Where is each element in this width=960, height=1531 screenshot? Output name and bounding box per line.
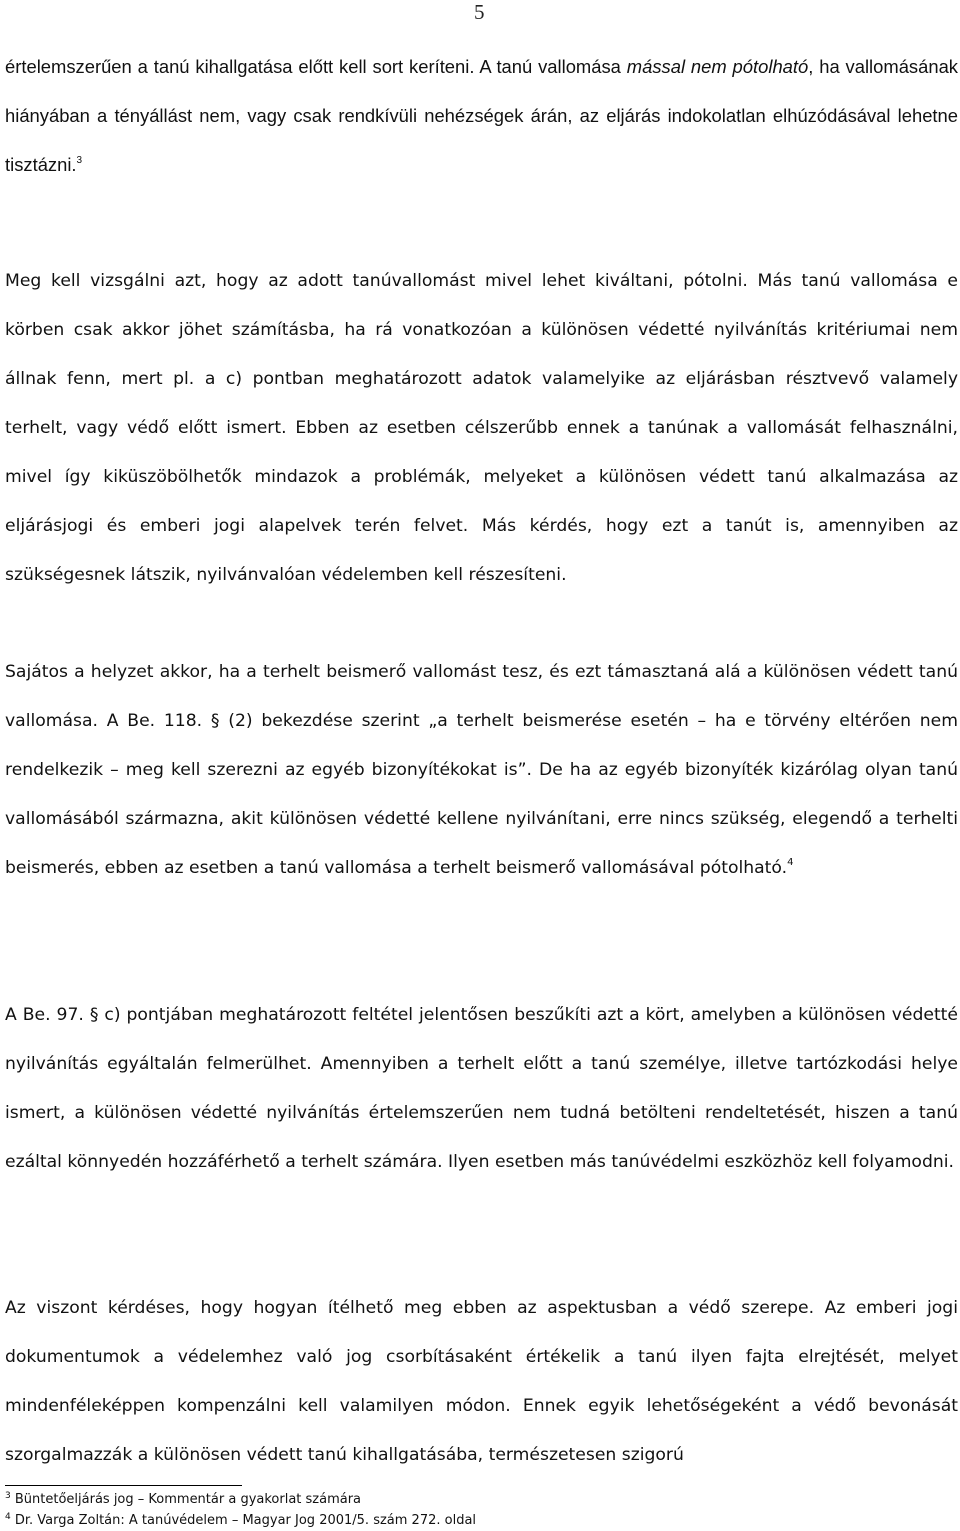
footnote-ref-3[interactable]: 3 xyxy=(76,155,83,166)
paragraph-1-text-a: értelemszerűen a tanú kihallgatása előtt kell sort keríteni. A tanú vallomása xyxy=(5,56,627,77)
paragraph-1 xyxy=(5,42,958,189)
footnote-number: 4 xyxy=(5,1512,11,1522)
emphasis-text: mással nem pótolható xyxy=(626,56,809,77)
footnote-4 xyxy=(5,1510,955,1531)
footnote-separator xyxy=(5,1485,242,1486)
paragraph-3 xyxy=(5,648,958,893)
paragraph-1-text-b: , ha vallomásának hiányában a tényállást nem, vagy csak rendkívüli nehézségek árán, az eljárás indokolatlan elhúzódásával lehetne tisztázni. xyxy=(5,56,958,175)
paragraph-2: Meg kell vizsgálni azt, hogy az adott tanúvallomást mivel lehet kiváltani, pótolni. Más tanú vallomása e körben csak akkor jöhet számításba, ha rá vonatkozóan a különösen védetté nyilvánítás kritériumai nem állnak fenn, mert pl. a c) pontban meghatározott adatok valamelyike az eljárásban résztvevő valamely terhelt, vagy védő előtt ismert. Ebben az esetben célszerűbb ennek a tanúnak a vallomását felhasználni, mivel így kiküszöbölhetők mindazok a problémák, melyeket a különösen védett tanú alkalmazása az eljárásjogi és emberi jogi alapelvek terén felvet. Más kérdés, hogy ezt a tanút is, amennyiben az szükségesnek látszik, nyilvánvalóan védelemben kell részesíteni. xyxy=(5,271,958,585)
footnote-ref-4[interactable]: 4 xyxy=(787,857,794,868)
footnote-text: Dr. Varga Zoltán: A tanúvédelem – Magyar Jog 2001/5. szám 272. oldal xyxy=(14,1513,477,1528)
paragraph-3-text: Sajátos a helyzet akkor, ha a terhelt beismerő vallomást tesz, és ezt támasztaná alá a különösen védett tanú vallomása. A Be. 118. § (2) bekezdése szerint „a terhelt beismerése esetén – ha e törvény eltérően nem rendelkezik – meg kell szerezni az egyéb bizonyítékokat is”. De ha az egyéb bizonyíték kizárólag olyan tanú vallomásából származna, akit különösen védetté kellene nyilvánítani, erre nincs szükség, elegendő a terhelti beismerés, ebben az esetben a tanú vallomása a terhelt beismerő vallomásával pótolható. xyxy=(5,662,958,878)
paragraph-5: Az viszont kérdéses, hogy hogyan ítélhető meg ebben az aspektusban a védő szerepe. Az emberi jogi dokumentumok a védelemhez való jog csorbításaként értékelik a tanú ilyen fajta elrejtését, melyet mindenféleképpen kompenzálni kell valamilyen módon. Ennek egyik lehetőségeként a védő bevonását szorgalmazzák a különösen védett tanú kihallgatásába, természetesen szigorú xyxy=(5,1298,958,1465)
footnote-3 xyxy=(5,1489,955,1510)
page-number: 5 xyxy=(474,0,485,24)
paragraph-4: A Be. 97. § c) pontjában meghatározott feltétel jelentősen beszűkíti azt a kört, amelyben a különösen védetté nyilvánítás egyáltalán felmerülhet. Amennyiben a terhelt előtt a tanú személye, illetve tartózkodási helye ismert, a különösen védetté nyilvánítás értelemszerűen nem tudná betölteni rendeltetését, hiszen a tanú ezáltal könnyedén hozzáférhető a terhelt számára. Ilyen esetben más tanúvédelmi eszközhöz kell folyamodni. xyxy=(5,1005,958,1172)
footnote-text: Büntetőeljárás jog – Kommentár a gyakorlat számára xyxy=(14,1492,362,1507)
footnotes xyxy=(5,1489,955,1531)
footnote-number: 3 xyxy=(5,1491,11,1501)
